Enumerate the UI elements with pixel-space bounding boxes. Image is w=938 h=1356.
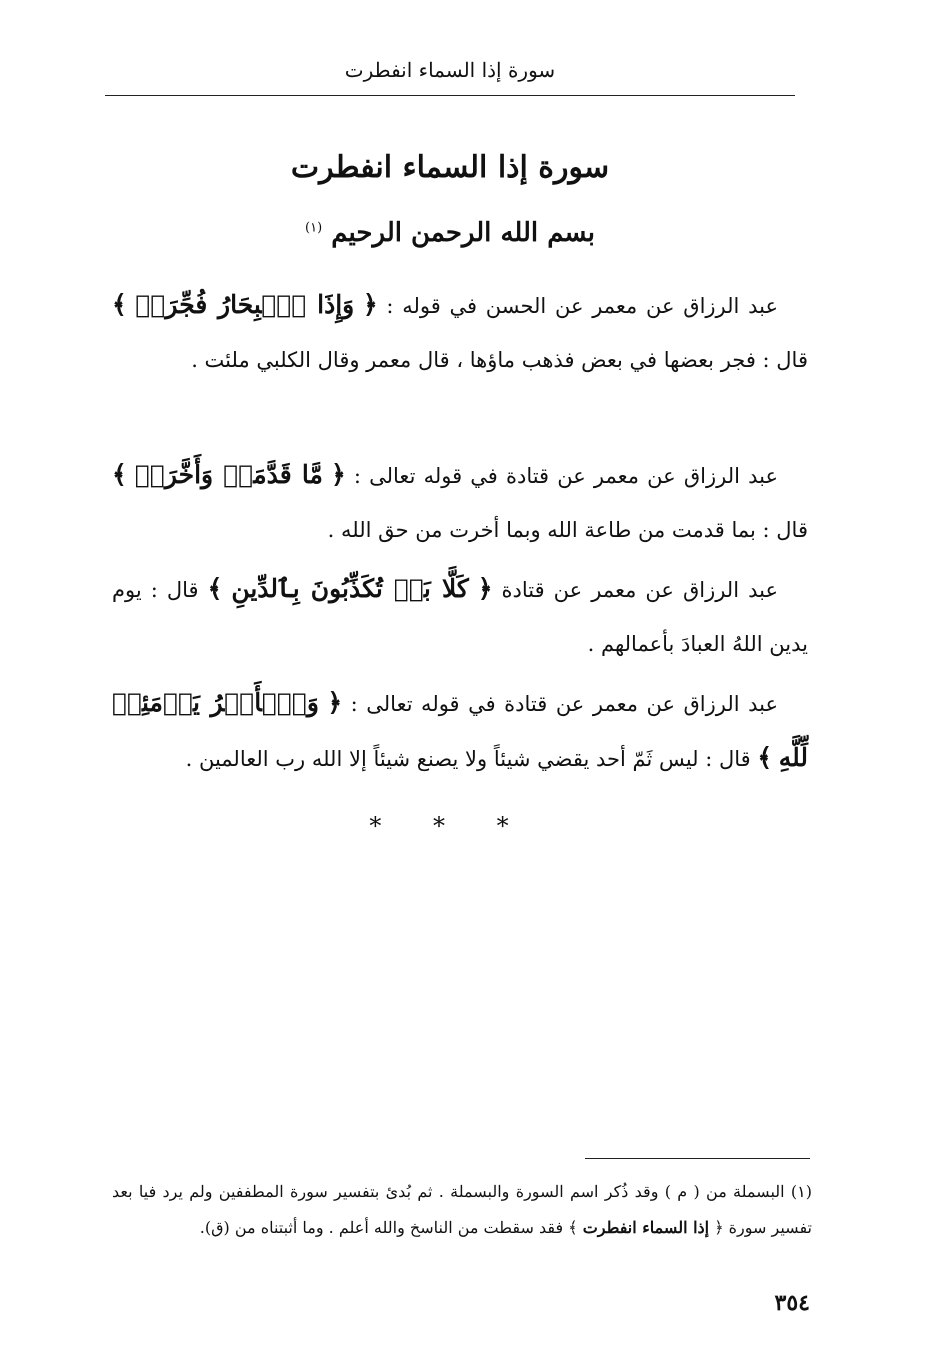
entry-commentary: قال : ليس ثَمّ أحد يقضي شيئاً ولا يصنع شيئاً إلا الله رب العالمين . [185, 747, 751, 771]
verse-close-bracket: ﴾ [757, 743, 773, 772]
entry-commentary: قال : فجر بعضها في بعض فذهب ماؤها ، قال معمر وقال الكلبي ملئت . [191, 348, 808, 372]
verse-close-bracket: ﴾ [207, 574, 223, 603]
narration-entry [112, 562, 808, 671]
verse-close-bracket: ﴾ [112, 290, 127, 319]
entry-intro: عبد الرزاق عن معمر عن الحسن في قوله : [386, 294, 778, 318]
surah-title: سورة إذا السماء انفطرت [290, 150, 610, 185]
footnote-marker: (١) [305, 220, 323, 236]
narration-entry [112, 676, 808, 786]
footnote-rest: فقد سقطت من الناسخ والله أعلم . وما أثبتناه من (ق). [199, 1218, 564, 1237]
footnote-close-bracket: ﴾ [568, 1218, 578, 1237]
entry-intro: عبد الرزاق عن معمر عن قتادة في قوله تعالى : [353, 464, 778, 488]
running-header: سورة إذا السماء انفطرت [344, 58, 556, 82]
entry-commentary: قال : يوم يدين اللهُ العبادَ بأعمالهم . [112, 578, 808, 656]
narration-entry [112, 278, 808, 387]
quran-verse: وَإِذَا ٱلۡبِحَارُ فُجِّرَتۡ [135, 290, 355, 319]
footnote-surah-ref: إذا السماء انفطرت [582, 1218, 710, 1237]
footnote-text: (١) البسملة من ( م ) وقد ذُكر اسم السورة والبسملة . ثم بُدئ بتفسير سورة المطففين ولم يرد فيا بعد تفسير سورة [112, 1182, 812, 1237]
footnote-open-bracket: ﴿ [714, 1218, 724, 1237]
verse-open-bracket: ﴿ [363, 290, 378, 319]
page-number: ٣٥٤ [774, 1290, 810, 1316]
narration-entry [112, 448, 808, 557]
verse-open-bracket: ﴿ [477, 574, 493, 603]
basmala [105, 218, 795, 248]
quran-verse: مَّا قَدَّمَتۡ وَأَخَّرَتۡ [134, 460, 323, 489]
entry-commentary: قال : بما قدمت من طاعة الله وبما أخرت من حق الله . [327, 518, 808, 542]
footnote [112, 1174, 812, 1246]
verse-open-bracket: ﴿ [331, 460, 346, 489]
basmala-text: بسم الله الرحمن الرحيم [331, 218, 595, 248]
header-rule [105, 95, 795, 96]
quran-verse: كَلَّا بَلۡ تُكَذِّبُونَ بِٱلدِّينِ [231, 574, 469, 603]
quran-verse: وَٱلۡأَمۡرُ يَوۡمَئِذٖ لِّلَّهِ [112, 688, 808, 772]
verse-open-bracket: ﴿ [327, 688, 343, 717]
footnote-rule [585, 1158, 810, 1159]
verse-close-bracket: ﴾ [112, 460, 127, 489]
entry-intro: عبد الرزاق عن معمر عن قتادة في قوله تعالى : [350, 692, 779, 716]
entry-intro: عبد الرزاق عن معمر عن قتادة [501, 578, 778, 602]
section-separator: * * * [369, 812, 531, 840]
